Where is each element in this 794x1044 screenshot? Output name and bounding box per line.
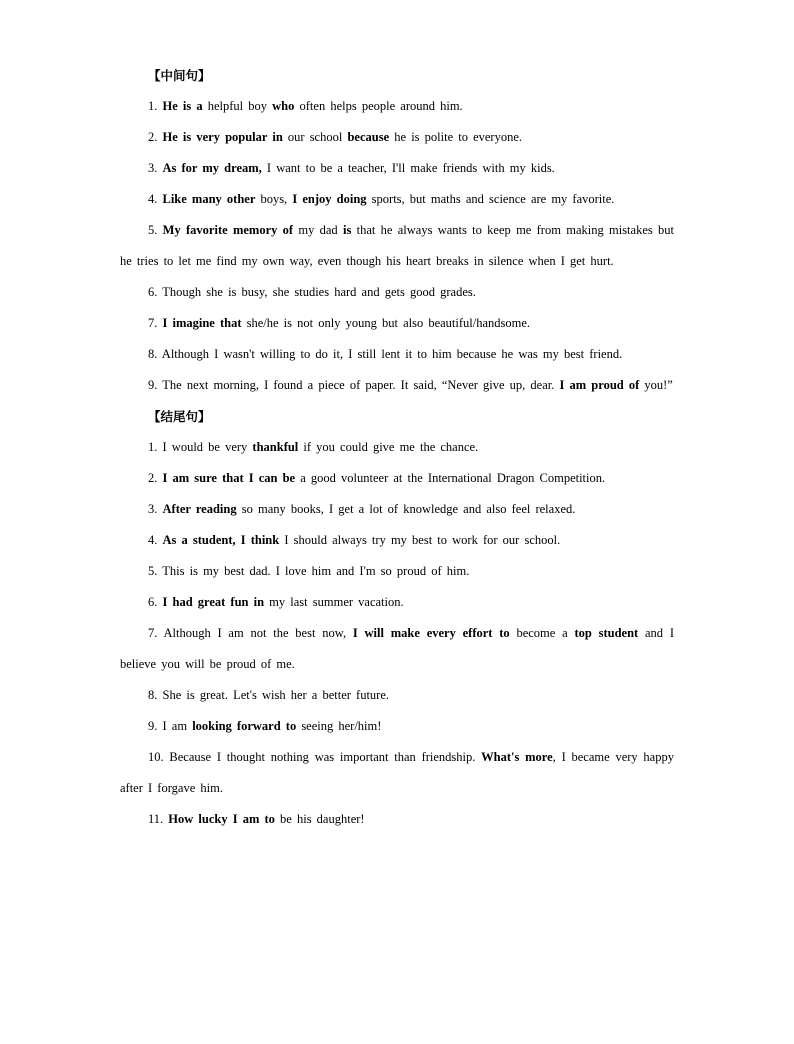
sentence-text: become a: [509, 626, 575, 640]
key-phrase: I enjoy doing: [292, 192, 367, 206]
key-phrase: who: [272, 99, 295, 113]
sentence-item: [120, 463, 674, 494]
sentence-text: 6.: [148, 595, 163, 609]
sentence-text: I want to be a teacher, I'll make friends with my kids.: [261, 161, 555, 175]
sentence-text: 4.: [148, 192, 163, 206]
key-phrase: As for my dream,: [162, 161, 262, 175]
sentence-text: if you could give me the chance.: [298, 440, 479, 454]
section-middle: [120, 60, 674, 401]
sentence-text: she/he is not only young but also beautiful/handsome.: [241, 316, 531, 330]
key-phrase: looking forward to: [192, 719, 297, 733]
key-phrase: I will make every effort to: [352, 626, 510, 640]
key-phrase: As a student, I think: [162, 533, 280, 547]
sentence-text: 10. Because I thought nothing was important than friendship.: [148, 750, 482, 764]
sentence-list: [120, 432, 674, 835]
key-phrase: What's more: [481, 750, 553, 764]
sentence-item: [120, 215, 674, 277]
sentence-item: [120, 804, 674, 835]
section-heading: 【中间句】: [148, 68, 211, 83]
sentence-list: [120, 91, 674, 401]
sentence-text: 3.: [148, 161, 163, 175]
sentence-text: 5. This is my best dad. I love him and I'm so proud of him.: [148, 564, 470, 578]
sentence-text: 1. I would be very: [148, 440, 253, 454]
sentence-text: that he always wants to keep me from making mistakes but he tries to let me find my own way, even though his heart breaks in silence when I get hurt.: [120, 223, 675, 268]
sentence-item: [120, 122, 674, 153]
key-phrase: I am proud of: [559, 378, 640, 392]
sentence-text: my dad: [293, 223, 343, 237]
sentence-text: 9. I am: [148, 719, 193, 733]
key-phrase: After reading: [162, 502, 237, 516]
key-phrase: because: [347, 130, 390, 144]
key-phrase: thankful: [252, 440, 299, 454]
sentence-item: [120, 153, 674, 184]
sentence-item: [120, 587, 674, 618]
sentence-text: you!”: [639, 378, 673, 392]
sentence-text: 5.: [148, 223, 163, 237]
sentence-item: [120, 91, 674, 122]
sentence-text: sports, but maths and science are my favorite.: [366, 192, 615, 206]
key-phrase: I had great fun in: [162, 595, 265, 609]
sentence-text: 8. She is great. Let's wish her a better future.: [148, 688, 390, 702]
sentence-item: [120, 680, 674, 711]
sentence-text: 7.: [148, 316, 163, 330]
sentence-item: [120, 494, 674, 525]
sentence-text: be his daughter!: [274, 812, 365, 826]
sentence-item: [120, 370, 674, 401]
sentence-text: 3.: [148, 502, 163, 516]
sentence-text: I should always try my best to work for our school.: [279, 533, 561, 547]
key-phrase: He is very popular in: [162, 130, 283, 144]
key-phrase: My favorite memory of: [162, 223, 294, 237]
sentence-text: he is polite to everyone.: [389, 130, 523, 144]
sentence-text: seeing her/him!: [296, 719, 382, 733]
sentence-text: 9. The next morning, I found a piece of paper. It said, “Never give up, dear.: [148, 378, 560, 392]
sentence-text: 11.: [148, 812, 169, 826]
sentence-item: [120, 742, 674, 804]
sentence-text: so many books, I get a lot of knowledge and also feel relaxed.: [236, 502, 576, 516]
sentence-item: [120, 184, 674, 215]
sentence-text: , I became very happy after I forgave him.: [120, 750, 674, 795]
key-phrase: is: [342, 223, 352, 237]
section-heading: 【结尾句】: [148, 409, 211, 424]
sentence-text: often helps people around him.: [294, 99, 463, 113]
sentence-text: boys,: [255, 192, 293, 206]
sentence-text: 2.: [148, 130, 163, 144]
sentence-item: [120, 339, 674, 370]
key-phrase: I am sure that I can be: [162, 471, 296, 485]
sentence-text: 8. Although I wasn't willing to do it, I still lent it to him because he was my best friend.: [148, 347, 623, 361]
sentence-item: [120, 277, 674, 308]
sentence-item: [120, 556, 674, 587]
key-phrase: top student: [574, 626, 639, 640]
section-ending: [120, 401, 674, 835]
key-phrase: How lucky I am to: [168, 812, 275, 826]
sentence-text: 4.: [148, 533, 163, 547]
sentence-text: our school: [282, 130, 348, 144]
sentence-item: [120, 308, 674, 339]
sentence-text: my last summer vacation.: [264, 595, 404, 609]
sentence-text: 2.: [148, 471, 163, 485]
sentence-text: 1.: [148, 99, 163, 113]
sentence-item: [120, 525, 674, 556]
sentence-item: [120, 618, 674, 680]
key-phrase: He is a: [162, 99, 203, 113]
sentence-text: 7. Although I am not the best now,: [148, 626, 353, 640]
sentence-text: a good volunteer at the International Dragon Competition.: [295, 471, 606, 485]
sentence-item: [120, 711, 674, 742]
sentence-text: helpful boy: [202, 99, 273, 113]
sentence-item: [120, 432, 674, 463]
sentence-text: and I believe you will be proud of me.: [120, 626, 674, 671]
sentence-text: 6. Though she is busy, she studies hard and gets good grades.: [148, 285, 476, 299]
key-phrase: I imagine that: [162, 316, 242, 330]
key-phrase: Like many other: [162, 192, 256, 206]
